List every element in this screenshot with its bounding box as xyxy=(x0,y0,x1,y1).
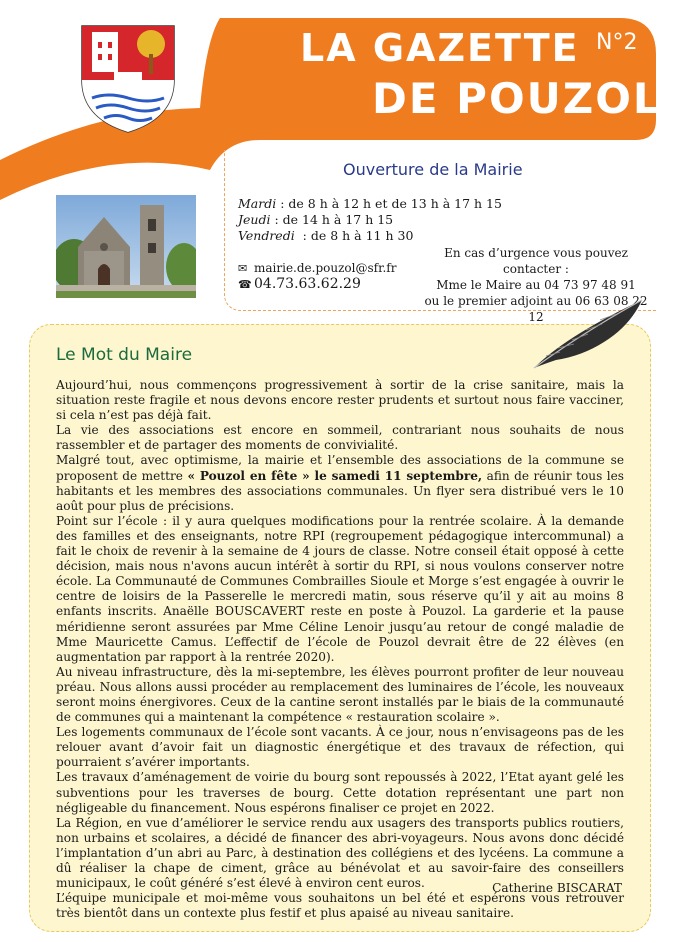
hours-row-friday: Vendredi : de 8 h à 11 h 30 xyxy=(238,228,414,243)
telephone-icon: ☎ xyxy=(238,278,252,291)
paragraph: Point sur l’école : il y aura quelques modifications pour la rentrée scolaire. À la demande des familles et des enseignants, notre RPI (regroupement pédagogique intercommunal) a fait le choix de revenir à la semaine de 4 jours de classe. Notre conseil était opposé à cette décision, mais nous n'avons aucun intérêt à sortir du RPI, si nous voulons conserver notre école. La Communauté de Communes Combrailles Sioule et Morge s’est engagée à ouvrir le centre de loisirs de la Passerelle le mercredi matin, sous réserve qu’il y ait au moins 8 enfants inscrits. Anaëlle BOUSCAVERT reste en poste à Pouzol. La garderie et la pause méridienne seront assurées par Mme Céline Lenoir jusqu’au retour de congé maladie de Mme Mauricette Camus. L’effectif de l’école de Pouzol devrait être de 22 élèves (en augmentation par rapport à la rentrée 2020). xyxy=(56,513,624,664)
signature: Catherine BISCARAT xyxy=(492,881,622,895)
paragraph: L’équipe municipale et moi-même vous souhaitons un bel été et espérons vous retrouver très bientôt dans un contexte plus festif et plus apaisé au niveau sanitaire. xyxy=(56,891,624,921)
paragraph: La Région, en vue d’améliorer le service rendu aux usagers des transports publics routiers, non urbains et scolaires, a décidé de financer des abri-voyageurs. Nous avons donc décidé l’implantation d’un abri au Parc, à destination des collégiens et des lycéens. La commune a dû réaliser la chape de ciment, grâce au bénévolat et au savoir-faire des conseillers municipaux, le coût généré s’est élevé à environ cent euros. xyxy=(56,815,624,891)
paragraph: Aujourd’hui, nous commençons progressivement à sortir de la crise sanitaire, mais la situation reste fragile et nous devons encore rester prudents et surtout nous faire vacciner, si cela n’est pas déjà fait. xyxy=(56,378,624,423)
church-photo xyxy=(56,195,196,298)
hours-row-thursday: Jeudi : de 14 h à 17 h 15 xyxy=(238,212,394,227)
opening-hours xyxy=(238,196,502,244)
envelope-icon: ✉ xyxy=(238,262,248,275)
quill-feather-icon xyxy=(526,296,650,372)
paragraph: Au niveau infrastructure, dès la mi-septembre, les élèves pourront profiter de leur nouveau préau. Nous allons aussi procéder au remplacement des luminaires de l’école, les nouveaux seront moins énergivores. Ceux de la cantine seront installés par le biais de la communauté de communes qui a maintenant la compétence « restauration scolaire ». xyxy=(56,664,624,725)
hours-row-tuesday: Mardi : de 8 h à 12 h et de 13 h à 17 h 15 xyxy=(238,196,502,211)
issue-number: N°2 xyxy=(596,30,638,55)
gazette-title-line2: DE POUZOL xyxy=(372,74,662,123)
coat-of-arms-icon xyxy=(78,22,178,134)
mot-du-maire-text xyxy=(56,378,624,921)
mot-du-maire-title: Le Mot du Maire xyxy=(56,345,193,365)
mairie-opening-title: Ouverture de la Mairie xyxy=(343,160,523,179)
paragraph: Les logements communaux de l’école sont vacants. À ce jour, nous n’envisageons pas de les relouer avant d’avoir fait un diagnostic énergétique et des travaux de réfection, qui pourraient s’avérer importants. xyxy=(56,725,624,770)
paragraph: La vie des associations est encore en sommeil, contrariant nous souhaits de nous rassembler et de partager des moments de convivialité. xyxy=(56,423,624,453)
paragraph: Malgré tout, avec optimisme, la mairie et l’ensemble des associations de la commune se proposent de mettre « Pouzol en fête » le samedi 11 septembre, afin de réunir tous les habitants et les membres des associations communales. Un flyer sera distribué vers le 10 août pour plus de précisions. xyxy=(56,453,624,513)
contact-email[interactable]: ✉ mairie.de.pouzol@sfr.fr xyxy=(238,261,397,275)
paragraph: Les travaux d’aménagement de voirie du bourg sont repoussés à 2022, l’Etat ayant gelé les subventions pour les traverses de bourg. Cette dotation représentant une part non négligeable du financement. Nous espérons finaliser ce projet en 2022. xyxy=(56,770,624,815)
gazette-title-line1: LA GAZETTE xyxy=(300,26,580,70)
urgent-contacts: En cas d’urgence vous pouvez contacter : Mme le Maire au 04 73 97 48 91 ou le premier adjoint au 06 63 08 22 12 xyxy=(424,246,648,324)
contact-phone: ☎ 04.73.63.62.29 xyxy=(238,276,361,292)
